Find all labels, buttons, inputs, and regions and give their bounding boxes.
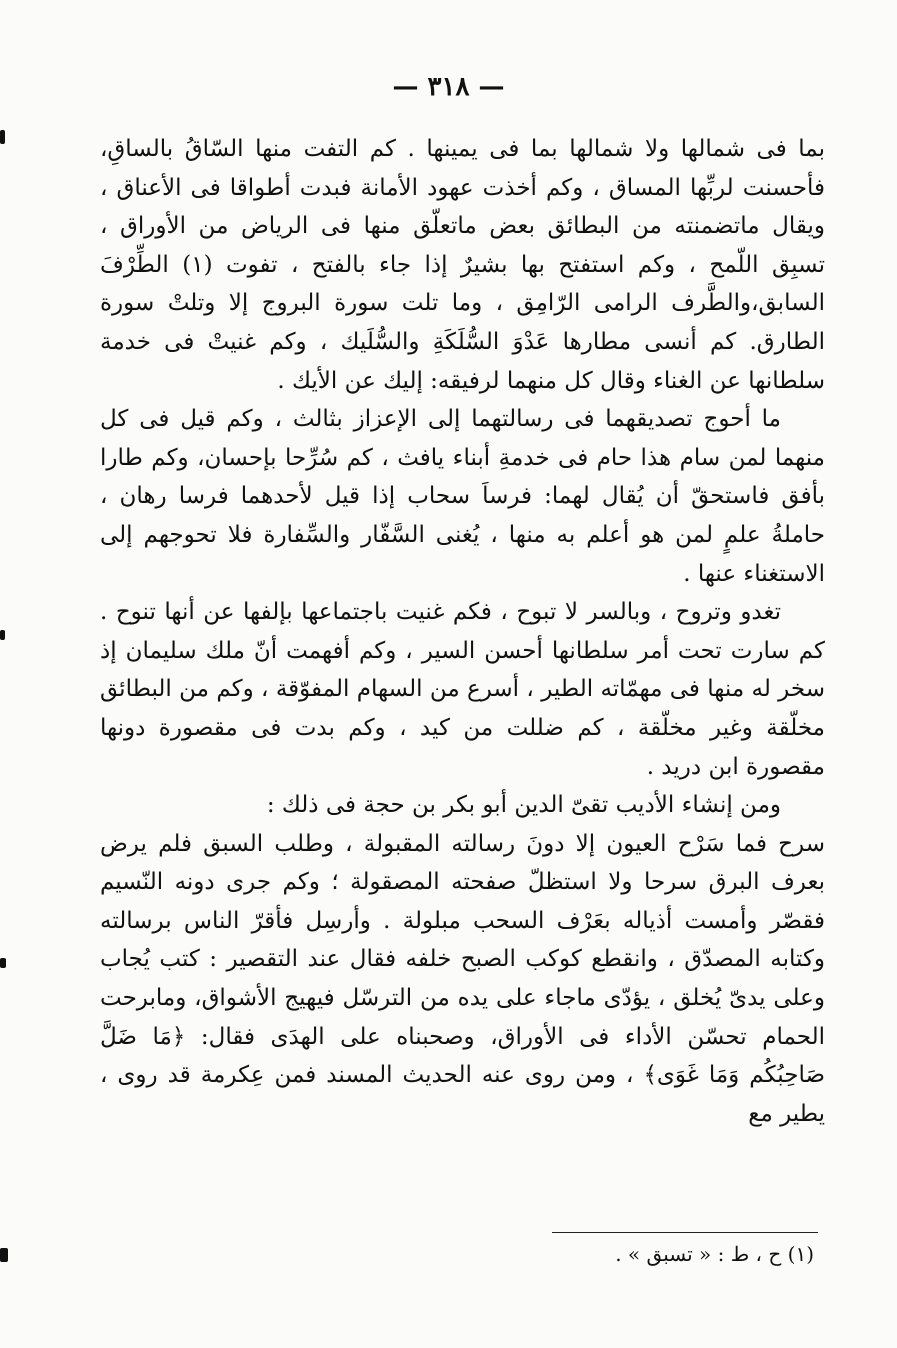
scan-edge-mark [0, 130, 5, 144]
paragraph-5: سرح فما سَرْح العيون إلا دونَ رسالته المقبولة ، وطلب السبق فلم يرض بعرف البرق سرحا ولا استظلّ صفحته المصقولة ؛ وكم جرى دونه النّسيم فقصّر وأمست أذياله بعَرْف السحب مبلولة . وأرسِل فأقرّ الناس برسالته وكتابه المصدّق ، وانقطع كوكب الصبح خلفه فقال عند التقصير : كتب يُجاب وعلى يدىّ يُخلق ، يؤدّى ماجاء على يده من الترسّل فيهيج الأشواق، ومابرحت الحمام تحسّن الأداء فى الأوراق، وصحبناه على الهدَى فقال: ﴿مَا ضَلَّ صَاحِبُكُم وَمَا غَوَى﴾ ، ومن روى عنه الحديث المسند فمن عِكرمة قد روى ، يطير مع [100, 830, 825, 1127]
footnote: (١) ح ، ط : « تسبق » . [615, 1242, 814, 1266]
paragraph-3: تغدو وتروح ، وبالسر لا تبوح ، فكم غنيت باجتماعها بإلفها عن أنها تنوح . كم سارت تحت أمر سلطانها أحسن السير ، وكم أفهمت أنّ ملك سليمان إذ سخر له منها فى مهمّاته الطير ، أسرع من السهام المفوّقة ، وكم من البطائق مخلّقة وغير مخلّقة ، كم ضللت من كيد ، وكم بدت فى مقصورة دونها مقصورة ابن دريد . [100, 599, 825, 780]
paragraph-1: بما فى شمالها ولا شمالها بما فى يمينها . كم التفت منها السّاقُ بالساقِ، فأحسنت لربِّها المساق ، وكم أخذت عهود الأمانة فبدت أطواقا فى الأعناق ، ويقال ماتضمنته من البطائق بعض ماتعلّق منها فى الرياض من الأوراق ، تسبِق اللّمح ، وكم استفتح بها بشيرٌ إذا جاء بالفتح ، تفوت (١) الطِّرْفَ السابق،والطَّرف الرامى الرّامِق ، وما تلت سورة البروج إلا وتلتْ سورة الطارق. كم أنسى مطارها عَدْوَ السُّلَكَةِ والسُّلَيك ، وكم غنيتْ فى خدمة سلطانها عن الغناء وقال كل منهما لرفيقه: إليك عن الأيك . [100, 136, 826, 394]
scan-edge-mark [0, 1248, 8, 1262]
footnote-divider [552, 1232, 818, 1233]
main-text [100, 130, 825, 1133]
paragraph-4: ومن إنشاء الأديب تقىّ الدين أبو بكر بن حجة فى ذلك : [266, 792, 781, 819]
scan-edge-mark [0, 630, 5, 640]
page-number: — ٣١٨ — [392, 72, 505, 102]
paragraph-2: ما أحوج تصديقهما فى رسالتهما إلى الإعزاز بثالث ، وكم قيل فى كل منهما لمن سام هذا حام فى خدمةِ أبناء يافث ، كم سُرِّحا بإحسان، وكم طارا بأفق فاستحقّ أن يُقال لهما: فرساَ سحاب إذا قيل لأحدهما فرسا رهان ، حاملةُ علمٍ لمن هو أعلم به منها ، يُغنى السَّفّار والسِّفارة فلا تحوجهم إلى الاستغناء عنها . [100, 406, 825, 587]
scan-edge-mark [0, 958, 6, 968]
